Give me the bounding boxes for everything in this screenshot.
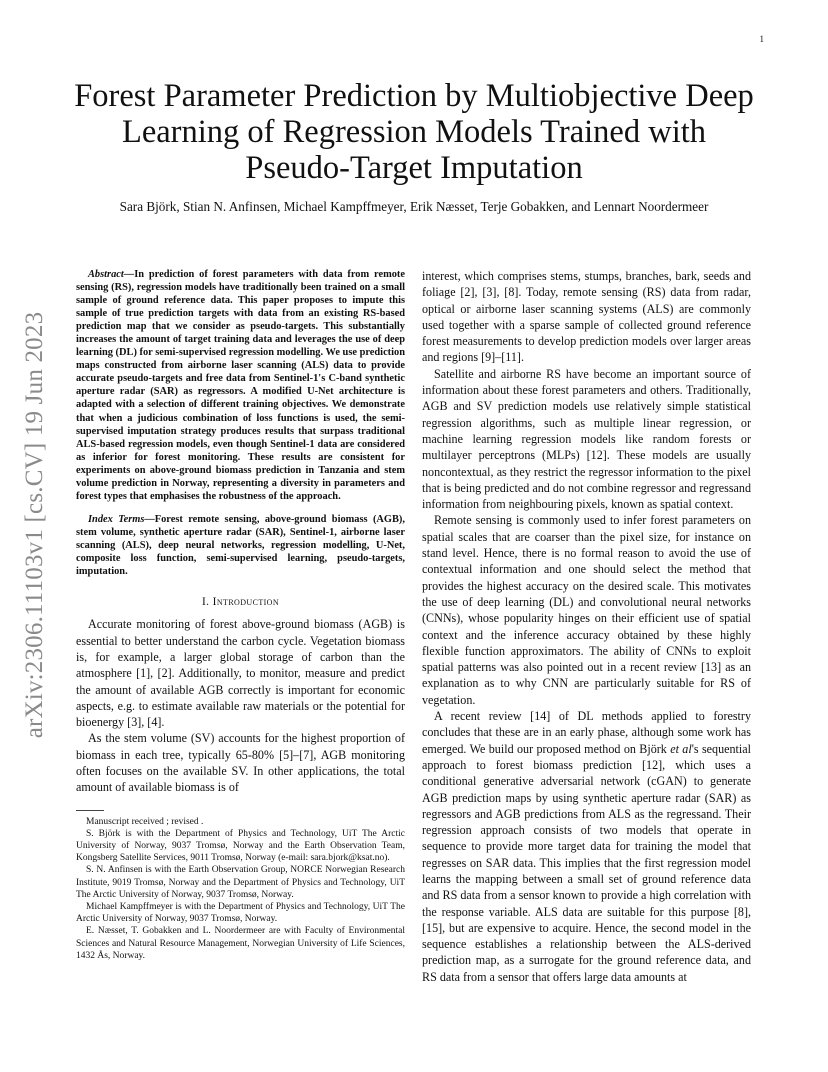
footnote: Manuscript received ; revised . (86, 816, 204, 827)
section-number: I. (201, 596, 210, 609)
section-heading (76, 594, 405, 610)
index-terms (76, 513, 405, 578)
left-column (76, 268, 405, 962)
paragraph-text: A recent review [14] of DL methods applied to forestry concludes that these are in an early phase, although some work has emerged. We build our proposed method on Björk (422, 709, 751, 756)
index-terms-text: Forest remote sensing, above-ground biomass (AGB), stem volume, synthetic aperture radar (SAR), Sentinel-1, airborne laser scanning (ALS), deep neural networks, regression modelling, U-Net, composite loss function, semi-supervised learning, pseudo-targets, imputation. (76, 513, 405, 578)
footnote: S. Björk is with the Department of Physics and Technology, UiT The Arctic University of Norway, 9037 Tromsø, Norway and the Earth Observation Team, Kongsberg Satellite Services, 9011 Tromsø, Norway (e-mail: sara.bjork@ksat.no). (76, 828, 405, 864)
footnote: E. Næsset, T. Gobakken and L. Noordermeer are with Faculty of Environmental Sciences and Natural Resource Management, Norwegian University of Life Sciences, 1432 Ås, Norway. (76, 926, 405, 961)
page-number: 1 (759, 34, 764, 44)
abstract-text: In prediction of forest parameters with data from remote sensing (RS), regression models have traditionally been trained on a small sample of ground reference data. This paper proposes to impute this sample of true prediction targets with data from an existing RS-based prediction map that we consider as pseudo-targets. This substantially increases the amount of target training data and leverages the use of deep learning (DL) for semi-supervised regression modelling. We use prediction maps constructed from airborne laser scanning (ALS) data to provide accurate pseudo-targets and free data from Sentinel-1's C-band synthetic aperture radar (SAR) as regressors. A modified U-Net architecture is adapted with a selection of different training objectives. We demonstrate that when a judicious combination of loss functions is used, the semi-supervised imputation strategy produces results that surpass traditional ALS-based regression models, even though Sentinel-1 data are considered as inferior for forest monitoring. These results are consistent for experiments on above-ground biomass prediction in Tanzania and stem volume prediction in Norway, representing a diversity in parameters and forest types that emphasises the robustness of the approach. (76, 269, 405, 502)
footnote: Michael Kampffmeyer is with the Department of Physics and Technology, UiT The Arctic University of Norway, 9037 Tromsø, Norway. (76, 902, 405, 925)
index-terms-label: Index Terms— (88, 513, 155, 525)
body-paragraph: interest, which comprises stems, stumps, branches, bark, seeds and foliage [2], [3], [8]. Today, remote sensing (RS) data from radar, optical or airborne laser scanning systems (ALS) are commonly used together with a sparse sample of collected ground reference forest measurements to develop prediction models over larger areas and regions [9]–[11]. (422, 269, 751, 365)
arxiv-identifier: arXiv:2306.11103v1 [cs.CV] 19 Jun 2023 (21, 311, 48, 739)
body-paragraph: As the stem volume (SV) accounts for the highest proportion of biomass in each tree, typically 65-80% [5]–[7], AGB monitoring often focuses on the available SV. In other applications, the total amount of available biomass is of (76, 731, 405, 795)
right-column (422, 268, 751, 985)
section-title: Introduction (212, 596, 280, 609)
abstract (76, 268, 405, 503)
body-paragraph (422, 708, 751, 985)
body-paragraph: Satellite and airborne RS have become an important source of information about these forest parameters and others. Traditionally, AGB and SV prediction models use relatively simple statistical regression algorithms, such as multiple linear regression, or machine learning regression models like random forests or multilayer perceptrons (MLPs) [12]. These models are usually noncontextual, as they restrict the regressor information to the pixel that is being predicted and do not combine regressor and regressand information from neighbouring pixels, known as spatial context. (422, 366, 751, 512)
author-list: Sara Björk, Stian N. Anfinsen, Michael Kampffmeyer, Erik Næsset, Terje Gobakken, and Lennart Noordermeer (119, 199, 709, 214)
abstract-label: Abstract— (88, 269, 135, 280)
footnote-rule (76, 810, 104, 811)
body-paragraph: Accurate monitoring of forest above-ground biomass (AGB) is essential to better understand the carbon cycle. Vegetation biomass is, for example, a larger global storage of carbon than the atmosphere [1], [2]. Additionally, to monitor, measure and predict the amount of available AGB correctly is important for economic aspects, e.g. to estimate available raw materials or the potential for bioenergy [3], [4]. (76, 617, 405, 730)
title-line: Pseudo-Target Imputation (245, 150, 583, 186)
body-paragraph: Remote sensing is commonly used to infer forest parameters on spatial scales that are coarser than the pixel size, for instance on stand level. Hence, there is no formal reason to avoid the use of contextual information and one should select the method that provides the highest accuracy on the desired scale. This motivates the use of deep learning (DL) and convolutional neural networks (CNNs), whose popularity hinges on their efficient use of spatial context and the inference accuracy obtained by these highly flexible function approximators. The ability of CNNs to exploit spatial patterns was also pointed out in a recent review [13] as an explanation as to why CNN are particularly suitable for RS of vegetation. (422, 513, 751, 707)
title-line: Forest Parameter Prediction by Multiobjective Deep (74, 78, 754, 114)
paragraph-text: 's sequential approach to forest biomass prediction [12], which uses a conditional generative adversarial network (cGAN) to generate AGB prediction maps by using synthetic aperture radar (SAR) as regressors and AGB predictions from ALS as the regressand. Their regression approach consists of two models that operate in sequence to provide more target data for training the model that regresses on SAR data. This implies that the first regression model learns the mapping between a small set of ground reference data and RS data from a sensor known to provide a high correlation with the response variable. ALS data are suitable for this purpose [8], [15], but are expensive to acquire. Hence, the second model in the sequence establishes a relationship between the ALS-derived prediction map, as a surrogate for the ground reference data, and RS data from a sensor that offers large data amounts at (422, 741, 752, 984)
title-line: Learning of Regression Models Trained with (121, 114, 707, 150)
footnotes (76, 816, 405, 962)
footnote: S. N. Anfinsen is with the Earth Observation Group, NORCE Norwegian Research Institute, 9019 Tromsø, Norway and the Department of Physics and Technology, UiT The Arctic University of Norway, 9037 Tromsø, Norway. (76, 865, 405, 900)
paper-title (40, 78, 788, 186)
emphasis: et al (670, 741, 692, 756)
